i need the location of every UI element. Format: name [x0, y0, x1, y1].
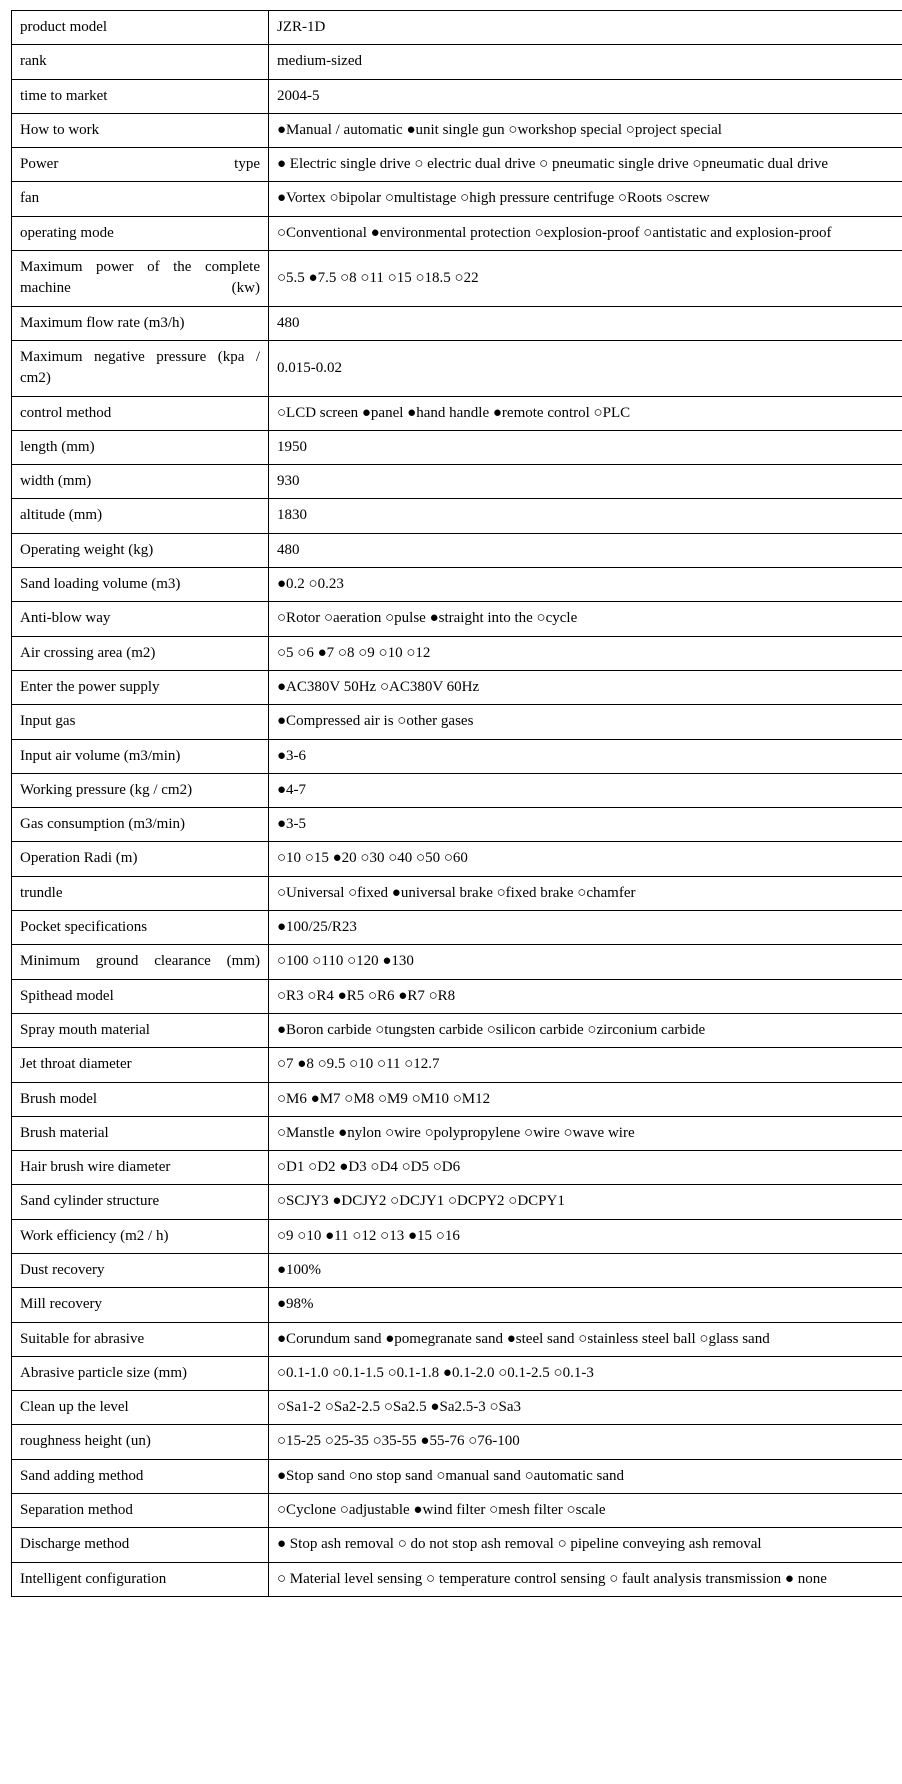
spec-label: Jet throat diameter	[12, 1048, 269, 1082]
spec-label: Separation method	[12, 1494, 269, 1528]
table-row	[12, 251, 902, 307]
table-row	[12, 1082, 902, 1116]
spec-value: ●100%	[269, 1253, 902, 1287]
table-row	[12, 79, 902, 113]
spec-value: 0.015-0.02	[269, 340, 902, 396]
spec-label: Work efficiency (m2 / h)	[12, 1219, 269, 1253]
spec-value: ○D1 ○D2 ●D3 ○D4 ○D5 ○D6	[269, 1151, 902, 1185]
spec-label: Suitable for abrasive	[12, 1322, 269, 1356]
table-row	[12, 306, 902, 340]
table-row	[12, 602, 902, 636]
spec-label: Clean up the level	[12, 1391, 269, 1425]
spec-label: Operation Radi (m)	[12, 842, 269, 876]
spec-label: roughness height (un)	[12, 1425, 269, 1459]
spec-value: ○Manstle ●nylon ○wire ○polypropylene ○wire ○wave wire	[269, 1116, 902, 1150]
spec-value: ●Manual / automatic ●unit single gun ○workshop special ○project special	[269, 113, 902, 147]
spec-label: Working pressure (kg / cm2)	[12, 773, 269, 807]
spec-label: Spray mouth material	[12, 1013, 269, 1047]
spec-label: Hair brush wire diameter	[12, 1151, 269, 1185]
table-row	[12, 1013, 902, 1047]
spec-label: altitude (mm)	[12, 499, 269, 533]
spec-label: Sand cylinder structure	[12, 1185, 269, 1219]
spec-value: ○Conventional ●environmental protection ○explosion-proof ○antistatic and explosion-proof	[269, 216, 902, 250]
spec-value: JZR-1D	[269, 11, 902, 45]
table-row	[12, 568, 902, 602]
spec-label: Brush model	[12, 1082, 269, 1116]
specification-table	[11, 10, 902, 1597]
table-row	[12, 216, 902, 250]
table-row	[12, 1562, 902, 1596]
spec-label: Mill recovery	[12, 1288, 269, 1322]
spec-label: time to market	[12, 79, 269, 113]
spec-value: 930	[269, 465, 902, 499]
table-row	[12, 1253, 902, 1287]
spec-value: ○5 ○6 ●7 ○8 ○9 ○10 ○12	[269, 636, 902, 670]
spec-label: Dust recovery	[12, 1253, 269, 1287]
table-row	[12, 705, 902, 739]
table-row	[12, 1322, 902, 1356]
table-row	[12, 1185, 902, 1219]
table-row	[12, 979, 902, 1013]
spec-value: 1830	[269, 499, 902, 533]
spec-label: fan	[12, 182, 269, 216]
table-row	[12, 340, 902, 396]
spec-value: ○R3 ○R4 ●R5 ○R6 ●R7 ○R8	[269, 979, 902, 1013]
table-row	[12, 1356, 902, 1390]
spec-value: ●Vortex ○bipolar ○multistage ○high pressure centrifuge ○Roots ○screw	[269, 182, 902, 216]
spec-value: ○5.5 ●7.5 ○8 ○11 ○15 ○18.5 ○22	[269, 251, 902, 307]
table-row	[12, 465, 902, 499]
spec-value: ○Rotor ○aeration ○pulse ●straight into the ○cycle	[269, 602, 902, 636]
spec-value: ●Boron carbide ○tungsten carbide ○silicon carbide ○zirconium carbide	[269, 1013, 902, 1047]
spec-value: ○Sa1-2 ○Sa2-2.5 ○Sa2.5 ●Sa2.5-3 ○Sa3	[269, 1391, 902, 1425]
table-row	[12, 1116, 902, 1150]
spec-value: ○15-25 ○25-35 ○35-55 ●55-76 ○76-100	[269, 1425, 902, 1459]
table-row	[12, 148, 902, 182]
table-row	[12, 45, 902, 79]
spec-value: 480	[269, 306, 902, 340]
table-row	[12, 1425, 902, 1459]
spec-label: length (mm)	[12, 430, 269, 464]
table-row	[12, 1219, 902, 1253]
specification-table-body	[12, 11, 902, 1597]
table-row	[12, 1048, 902, 1082]
spec-value: 1950	[269, 430, 902, 464]
spec-value: ○ Material level sensing ○ temperature control sensing ○ fault analysis transmission ● none	[269, 1562, 902, 1596]
spec-label: Power type	[12, 148, 269, 182]
spec-label: Brush material	[12, 1116, 269, 1150]
spec-value: ○7 ●8 ○9.5 ○10 ○11 ○12.7	[269, 1048, 902, 1082]
spec-label: How to work	[12, 113, 269, 147]
spec-label: width (mm)	[12, 465, 269, 499]
spec-value: ● Electric single drive ○ electric dual drive ○ pneumatic single drive ○pneumatic dual drive	[269, 148, 902, 182]
spec-label: Sand loading volume (m3)	[12, 568, 269, 602]
spec-value: ○M6 ●M7 ○M8 ○M9 ○M10 ○M12	[269, 1082, 902, 1116]
table-row	[12, 670, 902, 704]
spec-label: Sand adding method	[12, 1459, 269, 1493]
spec-label: trundle	[12, 876, 269, 910]
spec-value: ○9 ○10 ●11 ○12 ○13 ●15 ○16	[269, 1219, 902, 1253]
spec-label: Discharge method	[12, 1528, 269, 1562]
spec-label: Enter the power supply	[12, 670, 269, 704]
table-row	[12, 1151, 902, 1185]
table-row	[12, 1528, 902, 1562]
spec-label: Air crossing area (m2)	[12, 636, 269, 670]
spec-label: Maximum negative pressure (kpa / cm2)	[12, 340, 269, 396]
table-row	[12, 1391, 902, 1425]
table-row	[12, 739, 902, 773]
spec-label: Minimum ground clearance (mm)	[12, 945, 269, 979]
spec-label: Gas consumption (m3/min)	[12, 808, 269, 842]
table-row	[12, 773, 902, 807]
table-row	[12, 636, 902, 670]
spec-label: rank	[12, 45, 269, 79]
spec-value: 480	[269, 533, 902, 567]
table-row	[12, 396, 902, 430]
table-row	[12, 876, 902, 910]
spec-value: ○LCD screen ●panel ●hand handle ●remote control ○PLC	[269, 396, 902, 430]
table-row	[12, 11, 902, 45]
table-row	[12, 1459, 902, 1493]
spec-value: 2004-5	[269, 79, 902, 113]
table-row	[12, 182, 902, 216]
spec-label: Operating weight (kg)	[12, 533, 269, 567]
spec-value: medium-sized	[269, 45, 902, 79]
spec-label: operating mode	[12, 216, 269, 250]
spec-value: ○10 ○15 ●20 ○30 ○40 ○50 ○60	[269, 842, 902, 876]
table-row	[12, 842, 902, 876]
spec-value: ●Compressed air is ○other gases	[269, 705, 902, 739]
table-row	[12, 945, 902, 979]
spec-value: ○SCJY3 ●DCJY2 ○DCJY1 ○DCPY2 ○DCPY1	[269, 1185, 902, 1219]
spec-value: ○Universal ○fixed ●universal brake ○fixed brake ○chamfer	[269, 876, 902, 910]
spec-value: ●Corundum sand ●pomegranate sand ●steel sand ○stainless steel ball ○glass sand	[269, 1322, 902, 1356]
spec-value: ○Cyclone ○adjustable ●wind filter ○mesh filter ○scale	[269, 1494, 902, 1528]
spec-label: Input gas	[12, 705, 269, 739]
spec-label: Abrasive particle size (mm)	[12, 1356, 269, 1390]
table-row	[12, 113, 902, 147]
table-row	[12, 1288, 902, 1322]
spec-label: Intelligent configuration	[12, 1562, 269, 1596]
spec-value: ●Stop sand ○no stop sand ○manual sand ○automatic sand	[269, 1459, 902, 1493]
spec-value: ●98%	[269, 1288, 902, 1322]
spec-value: ● Stop ash removal ○ do not stop ash removal ○ pipeline conveying ash removal	[269, 1528, 902, 1562]
spec-label: Spithead model	[12, 979, 269, 1013]
table-row	[12, 533, 902, 567]
table-row	[12, 911, 902, 945]
table-row	[12, 1494, 902, 1528]
spec-value: ○100 ○110 ○120 ●130	[269, 945, 902, 979]
spec-label: Maximum flow rate (m3/h)	[12, 306, 269, 340]
spec-value: ●3-6	[269, 739, 902, 773]
spec-label: Anti-blow way	[12, 602, 269, 636]
spec-label: product model	[12, 11, 269, 45]
table-row	[12, 499, 902, 533]
spec-value: ●3-5	[269, 808, 902, 842]
spec-label: Input air volume (m3/min)	[12, 739, 269, 773]
table-row	[12, 430, 902, 464]
spec-value: ○0.1-1.0 ○0.1-1.5 ○0.1-1.8 ●0.1-2.0 ○0.1-2.5 ○0.1-3	[269, 1356, 902, 1390]
spec-value: ●4-7	[269, 773, 902, 807]
spec-label: Maximum power of the complete machine (kw)	[12, 251, 269, 307]
spec-label: control method	[12, 396, 269, 430]
spec-value: ●AC380V 50Hz ○AC380V 60Hz	[269, 670, 902, 704]
spec-value: ●0.2 ○0.23	[269, 568, 902, 602]
table-row	[12, 808, 902, 842]
spec-label: Pocket specifications	[12, 911, 269, 945]
spec-value: ●100/25/R23	[269, 911, 902, 945]
